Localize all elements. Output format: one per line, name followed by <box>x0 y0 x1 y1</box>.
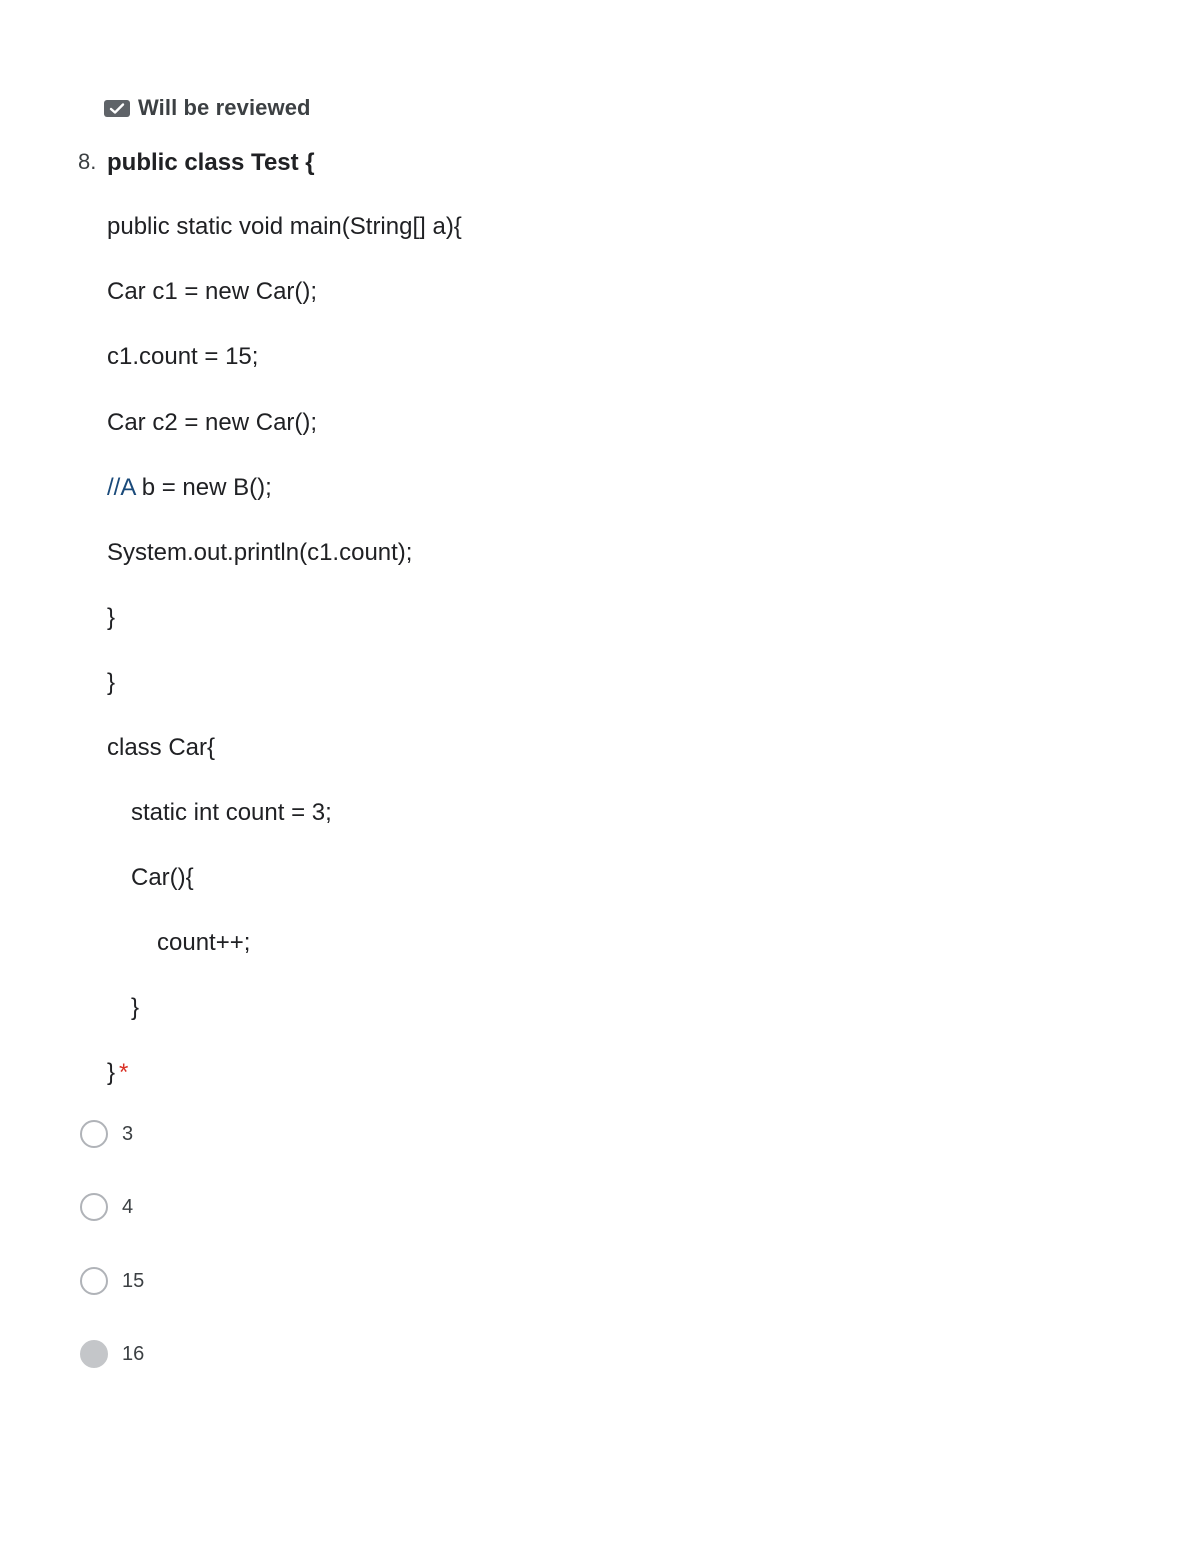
option-4[interactable] <box>80 1193 133 1221</box>
option-3[interactable] <box>80 1120 133 1148</box>
code-line: Car c2 = new Car(); <box>107 409 318 436</box>
code-line: } <box>131 994 140 1021</box>
option-label: 4 <box>122 1195 134 1218</box>
radio-button[interactable] <box>80 1267 108 1295</box>
comment-prefix: //A <box>107 474 136 501</box>
radio-button[interactable] <box>80 1120 108 1148</box>
code-line: class Car{ <box>107 734 216 761</box>
code-line: System.out.println(c1.count); <box>107 539 413 566</box>
code-line: } <box>107 669 116 696</box>
code-line: } <box>107 604 116 631</box>
radio-button[interactable] <box>80 1193 108 1221</box>
option-label: 16 <box>122 1342 145 1365</box>
code-line: Car(){ <box>131 864 194 891</box>
option-label: 15 <box>122 1269 145 1292</box>
code-line: c1.count = 15; <box>107 343 259 370</box>
option-label: 3 <box>122 1122 134 1145</box>
closing-brace: } <box>107 1059 116 1086</box>
question-number: 8. <box>78 149 97 174</box>
required-star: * <box>119 1059 129 1086</box>
code-line-last <box>107 1059 128 1087</box>
code-line: Car c1 = new Car(); <box>107 278 318 305</box>
comment-body: b = new B(); <box>135 474 272 501</box>
question-title: public class Test { <box>107 149 315 176</box>
code-line: public static void main(String[] a){ <box>107 213 462 240</box>
review-status <box>104 95 311 121</box>
option-16[interactable] <box>80 1340 144 1368</box>
option-15[interactable] <box>80 1267 144 1295</box>
radio-button-selected[interactable] <box>80 1340 108 1368</box>
code-line: static int count = 3; <box>131 799 332 826</box>
review-label: Will be reviewed <box>138 95 311 120</box>
code-line-comment <box>107 474 272 502</box>
review-checkbox-icon <box>104 100 130 117</box>
code-line: count++; <box>157 929 251 956</box>
